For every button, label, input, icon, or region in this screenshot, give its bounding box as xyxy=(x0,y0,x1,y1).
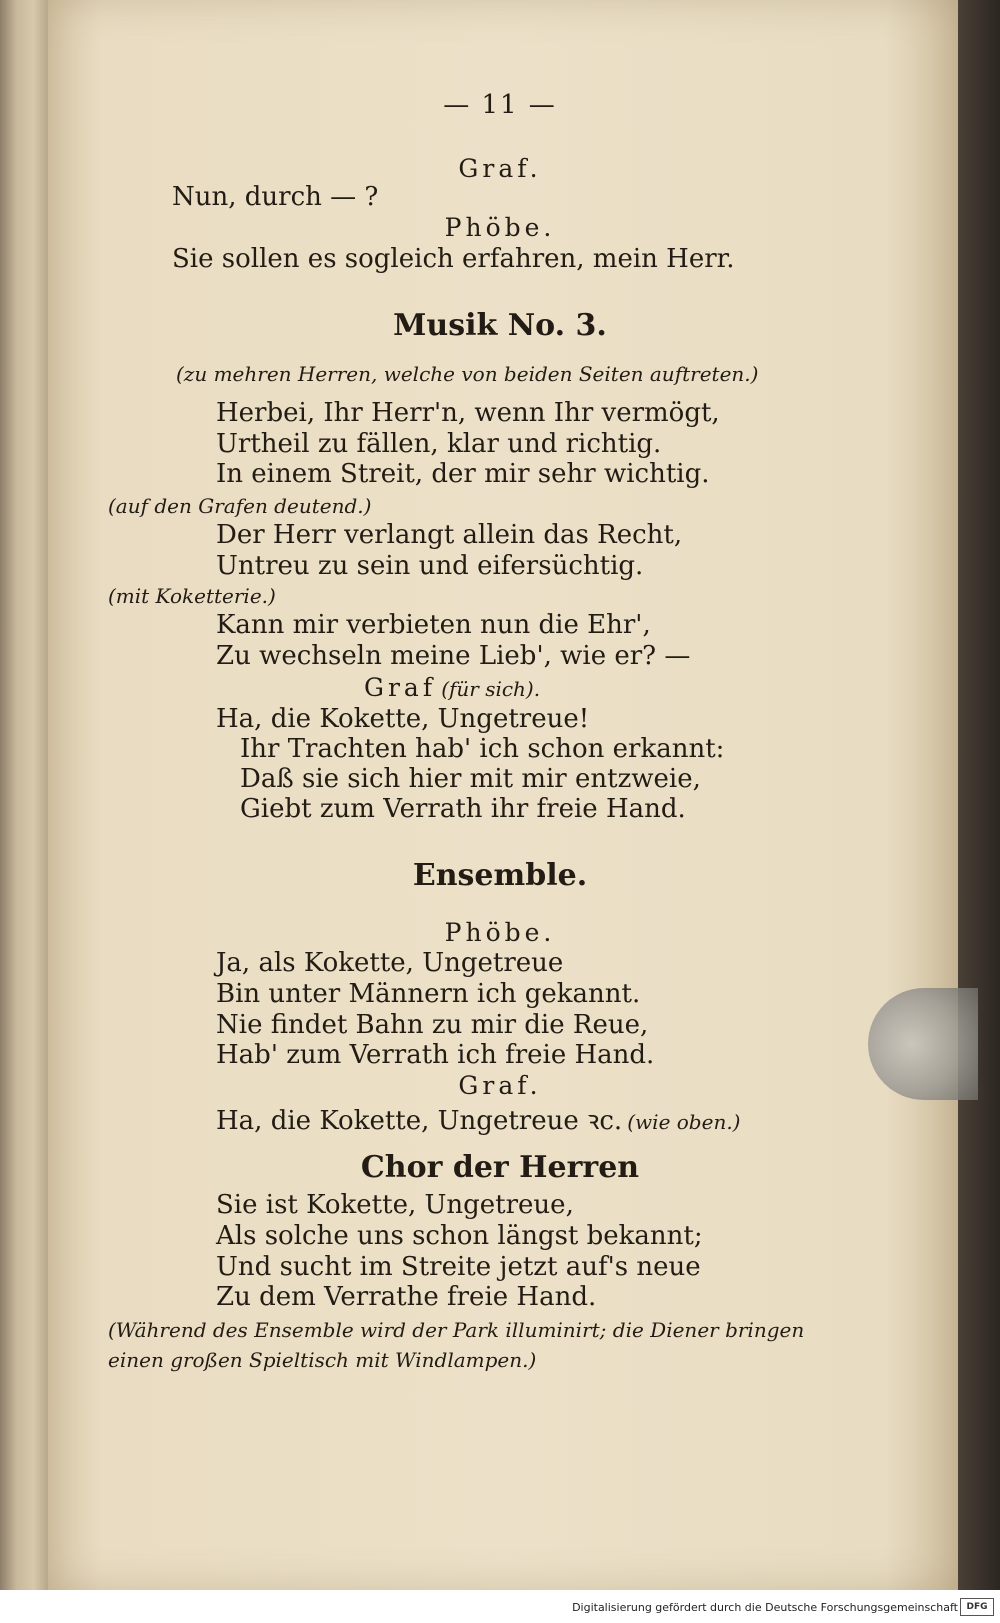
verse-line: Giebt zum Verrath ihr freie Hand. xyxy=(240,794,686,824)
stage-direction: (für sich). xyxy=(441,677,541,701)
verse-line: In einem Streit, der mir sehr wichtig. xyxy=(216,459,710,489)
verse-line: Als solche uns schon längst bekannt; xyxy=(216,1221,703,1251)
heading-musik: Musik No. 3. xyxy=(393,308,607,343)
speaker-graf-aside xyxy=(364,673,540,702)
verse-line: Bin unter Männern ich gekannt. xyxy=(216,979,641,1009)
verse-line: Zu wechseln meine Lieb', wie er? — xyxy=(216,641,691,671)
verse-line: Herbei, Ihr Herr'n, wenn Ihr vermögt, xyxy=(216,398,720,428)
verse-line: Nie findet Bahn zu mir die Reue, xyxy=(216,1010,649,1040)
stage-direction: (wie oben.) xyxy=(627,1110,741,1134)
verse-line: Ha, die Kokette, Ungetreue! xyxy=(216,704,590,734)
verse-text: Ha, die Kokette, Ungetreue ꝛc. xyxy=(216,1106,623,1136)
verse-line: Kann mir verbieten nun die Ehr', xyxy=(216,610,651,640)
verse-line: Der Herr verlangt allein das Recht, xyxy=(216,520,683,550)
dialogue-line: Nun, durch — ? xyxy=(172,182,379,212)
verse-line: Urtheil zu fällen, klar und richtig. xyxy=(216,429,662,459)
verse-line: Daß sie sich hier mit mir entzweie, xyxy=(240,764,701,794)
speaker-phoebe: Phöbe. xyxy=(444,213,556,242)
page-number: — 11 — xyxy=(443,90,557,120)
verse-line: Sie ist Kokette, Ungetreue, xyxy=(216,1190,574,1220)
funding-credit: Digitalisierung gefördert durch die Deutsche Forschungsgemeinschaft xyxy=(572,1601,958,1614)
dfg-logo: DFG xyxy=(960,1598,994,1616)
stage-direction: (zu mehren Herren, welche von beiden Seiten auftreten.) xyxy=(176,362,759,386)
stage-direction: einen großen Spieltisch mit Windlampen.) xyxy=(108,1348,537,1372)
verse-line: Und sucht im Streite jetzt auf's neue xyxy=(216,1252,701,1282)
speaker-phoebe: Phöbe. xyxy=(444,918,556,947)
verse-line-with-direction xyxy=(216,1101,740,1137)
stage-direction: (mit Koketterie.) xyxy=(108,584,276,608)
stage-direction: (auf den Grafen deutend.) xyxy=(108,494,372,518)
speaker-graf: Graf. xyxy=(458,154,542,183)
verse-line: Hab' zum Verrath ich freie Hand. xyxy=(216,1040,655,1070)
heading-ensemble: Ensemble. xyxy=(412,858,588,893)
speaker-graf: Graf. xyxy=(458,1071,542,1100)
speaker-graf: Graf xyxy=(364,673,437,702)
verse-line: Untreu zu sein und eifersüchtig. xyxy=(216,551,644,581)
verse-line: Ihr Trachten hab' ich schon erkannt: xyxy=(240,734,725,764)
heading-chor: Chor der Herren xyxy=(360,1150,640,1185)
dialogue-line: Sie sollen es sogleich erfahren, mein Herr. xyxy=(172,244,735,274)
verse-line: Ja, als Kokette, Ungetreue xyxy=(216,948,564,978)
stage-direction: (Während des Ensemble wird der Park illuminirt; die Diener bringen xyxy=(108,1318,805,1342)
verse-line: Zu dem Verrathe freie Hand. xyxy=(216,1282,597,1312)
